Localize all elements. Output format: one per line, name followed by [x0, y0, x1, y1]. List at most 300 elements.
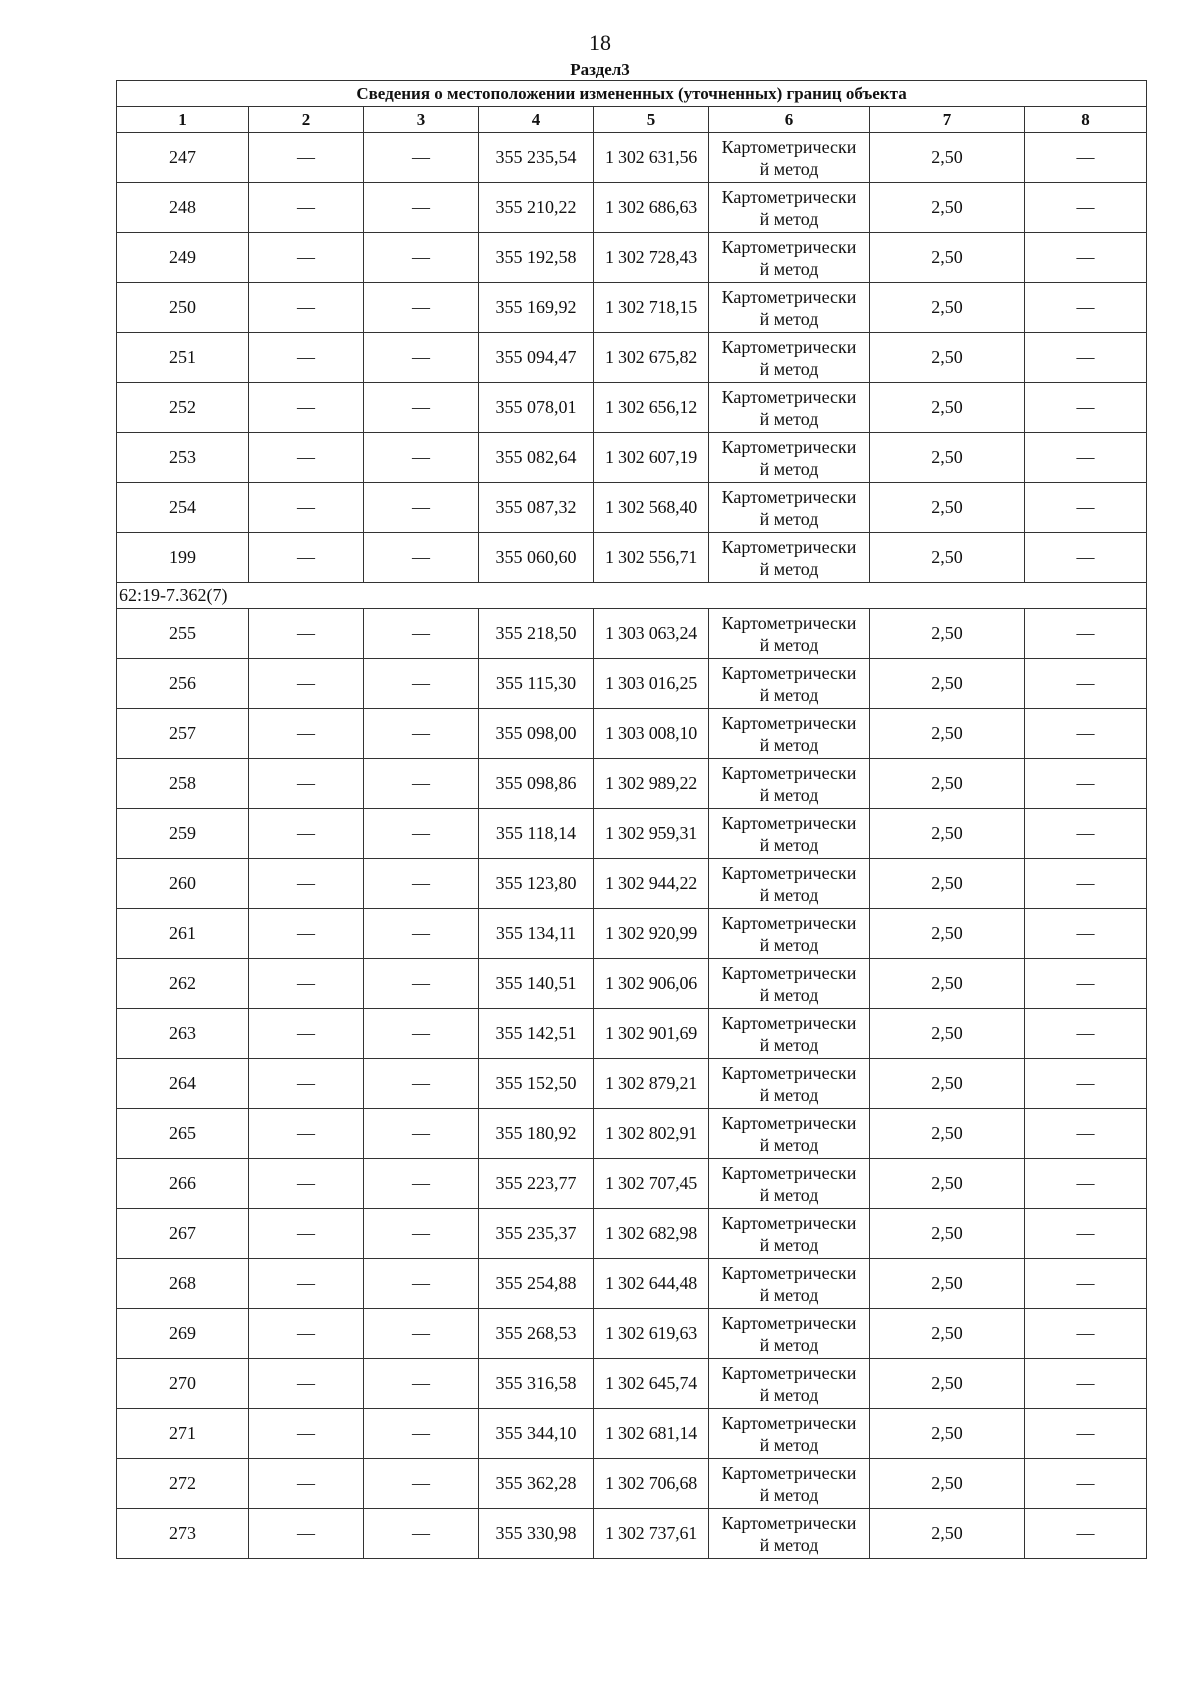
cell-col-2: — [249, 333, 364, 383]
method-cell [709, 433, 870, 483]
coordinate-y-cell: 1 302 631,56 [594, 133, 709, 183]
point-number-cell: 273 [117, 1509, 249, 1559]
coordinate-x-cell: 355 098,86 [479, 759, 594, 809]
method-line-2: й метод [759, 308, 819, 329]
method-cell [709, 859, 870, 909]
point-number-cell: 257 [117, 709, 249, 759]
cell-col-3: — [364, 959, 479, 1009]
cell-col-2: — [249, 859, 364, 909]
point-number-cell: 261 [117, 909, 249, 959]
cell-col-2: — [249, 1209, 364, 1259]
coordinate-y-cell: 1 302 944,22 [594, 859, 709, 909]
accuracy-cell: 2,50 [870, 433, 1025, 483]
table-row [117, 809, 1147, 859]
method-cell [709, 233, 870, 283]
point-number-cell: 260 [117, 859, 249, 909]
point-number-cell: 270 [117, 1359, 249, 1409]
column-number: 2 [249, 107, 364, 133]
method-line-1: Картометрически [721, 812, 857, 833]
cell-col-3: — [364, 483, 479, 533]
method-line-1: Картометрически [721, 612, 857, 633]
coordinate-x-cell: 355 082,64 [479, 433, 594, 483]
method-line-1: Картометрически [721, 386, 857, 407]
point-number-cell: 252 [117, 383, 249, 433]
accuracy-cell: 2,50 [870, 1309, 1025, 1359]
cell-col-3: — [364, 1509, 479, 1559]
method-line-1: Картометрически [721, 1412, 857, 1433]
cell-col-8: — [1025, 1009, 1147, 1059]
coordinate-y-cell: 1 302 718,15 [594, 283, 709, 333]
cell-col-2: — [249, 1259, 364, 1309]
cell-col-3: — [364, 1309, 479, 1359]
cell-col-8: — [1025, 1509, 1147, 1559]
coordinate-y-cell: 1 302 879,21 [594, 1059, 709, 1109]
method-cell [709, 1159, 870, 1209]
table-row [117, 959, 1147, 1009]
method-line-2: й метод [759, 358, 819, 379]
coordinate-x-cell: 355 152,50 [479, 1059, 594, 1109]
method-cell [709, 1309, 870, 1359]
point-number-cell: 271 [117, 1409, 249, 1459]
cell-col-2: — [249, 1009, 364, 1059]
coordinate-y-cell: 1 302 656,12 [594, 383, 709, 433]
point-number-cell: 254 [117, 483, 249, 533]
cell-col-2: — [249, 283, 364, 333]
cell-col-8: — [1025, 183, 1147, 233]
point-number-cell: 249 [117, 233, 249, 283]
coordinate-y-cell: 1 303 016,25 [594, 659, 709, 709]
cell-col-3: — [364, 1409, 479, 1459]
cell-col-8: — [1025, 283, 1147, 333]
point-number-cell: 262 [117, 959, 249, 1009]
method-cell [709, 1059, 870, 1109]
coordinate-y-cell: 1 302 737,61 [594, 1509, 709, 1559]
cell-col-2: — [249, 809, 364, 859]
method-line-2: й метод [759, 458, 819, 479]
method-cell [709, 333, 870, 383]
coordinate-x-cell: 355 142,51 [479, 1009, 594, 1059]
method-cell [709, 759, 870, 809]
cell-col-8: — [1025, 1309, 1147, 1359]
cell-col-3: — [364, 1009, 479, 1059]
coordinate-y-cell: 1 302 568,40 [594, 483, 709, 533]
cell-col-3: — [364, 533, 479, 583]
cell-col-8: — [1025, 959, 1147, 1009]
method-line-1: Картометрически [721, 336, 857, 357]
method-cell [709, 1509, 870, 1559]
method-line-1: Картометрически [721, 436, 857, 457]
table-row [117, 1159, 1147, 1209]
method-line-2: й метод [759, 734, 819, 755]
coordinate-y-cell: 1 302 802,91 [594, 1109, 709, 1159]
point-number-cell: 269 [117, 1309, 249, 1359]
coordinate-x-cell: 355 140,51 [479, 959, 594, 1009]
method-line-1: Картометрически [721, 862, 857, 883]
coordinate-x-cell: 355 362,28 [479, 1459, 594, 1509]
method-line-2: й метод [759, 934, 819, 955]
table-row [117, 859, 1147, 909]
method-line-2: й метод [759, 634, 819, 655]
cell-col-3: — [364, 183, 479, 233]
table-row [117, 483, 1147, 533]
accuracy-cell: 2,50 [870, 759, 1025, 809]
table-row [117, 533, 1147, 583]
method-line-2: й метод [759, 508, 819, 529]
table-row [117, 1209, 1147, 1259]
method-line-1: Картометрически [721, 662, 857, 683]
coordinate-y-cell: 1 302 645,74 [594, 1359, 709, 1409]
point-number-cell: 251 [117, 333, 249, 383]
coordinate-y-cell: 1 302 989,22 [594, 759, 709, 809]
cell-col-3: — [364, 859, 479, 909]
point-number-cell: 259 [117, 809, 249, 859]
cell-col-8: — [1025, 1359, 1147, 1409]
method-cell [709, 1259, 870, 1309]
method-line-1: Картометрически [721, 1112, 857, 1133]
method-line-2: й метод [759, 1434, 819, 1455]
method-line-1: Картометрически [721, 1212, 857, 1233]
method-cell [709, 483, 870, 533]
accuracy-cell: 2,50 [870, 709, 1025, 759]
method-line-2: й метод [759, 834, 819, 855]
coordinate-x-cell: 355 098,00 [479, 709, 594, 759]
cell-col-3: — [364, 709, 479, 759]
coordinate-x-cell: 355 118,14 [479, 809, 594, 859]
table-row [117, 1109, 1147, 1159]
method-line-2: й метод [759, 684, 819, 705]
accuracy-cell: 2,50 [870, 533, 1025, 583]
cell-col-8: — [1025, 483, 1147, 533]
coordinate-x-cell: 355 123,80 [479, 859, 594, 909]
method-cell [709, 1209, 870, 1259]
coordinate-y-cell: 1 302 706,68 [594, 1459, 709, 1509]
cell-col-8: — [1025, 659, 1147, 709]
method-line-1: Картометрически [721, 712, 857, 733]
coordinate-x-cell: 355 060,60 [479, 533, 594, 583]
method-cell [709, 283, 870, 333]
method-cell [709, 1009, 870, 1059]
table-row [117, 609, 1147, 659]
coordinate-y-cell: 1 302 681,14 [594, 1409, 709, 1459]
cell-col-2: — [249, 909, 364, 959]
accuracy-cell: 2,50 [870, 609, 1025, 659]
cell-col-8: — [1025, 859, 1147, 909]
accuracy-cell: 2,50 [870, 909, 1025, 959]
cell-col-2: — [249, 383, 364, 433]
table-row [117, 1509, 1147, 1559]
cell-col-8: — [1025, 809, 1147, 859]
coordinate-y-cell: 1 302 619,63 [594, 1309, 709, 1359]
cell-col-8: — [1025, 1409, 1147, 1459]
accuracy-cell: 2,50 [870, 659, 1025, 709]
method-line-1: Картометрически [721, 236, 857, 257]
table-row [117, 1309, 1147, 1359]
column-number: 8 [1025, 107, 1147, 133]
cell-col-8: — [1025, 909, 1147, 959]
cell-col-3: — [364, 383, 479, 433]
cell-col-3: — [364, 1159, 479, 1209]
accuracy-cell: 2,50 [870, 859, 1025, 909]
point-number-cell: 267 [117, 1209, 249, 1259]
method-cell [709, 383, 870, 433]
method-line-1: Картометрически [721, 1362, 857, 1383]
coordinate-x-cell: 355 169,92 [479, 283, 594, 333]
method-line-2: й метод [759, 1134, 819, 1155]
table-caption: Сведения о местоположении измененных (уточненных) границ объекта [117, 81, 1147, 107]
method-line-2: й метод [759, 1234, 819, 1255]
accuracy-cell: 2,50 [870, 183, 1025, 233]
table-row [117, 333, 1147, 383]
cell-col-8: — [1025, 759, 1147, 809]
cell-col-2: — [249, 709, 364, 759]
accuracy-cell: 2,50 [870, 233, 1025, 283]
point-number-cell: 258 [117, 759, 249, 809]
table-row [117, 1259, 1147, 1309]
coordinate-x-cell: 355 180,92 [479, 1109, 594, 1159]
coordinate-x-cell: 355 134,11 [479, 909, 594, 959]
point-number-cell: 248 [117, 183, 249, 233]
table-row [117, 283, 1147, 333]
accuracy-cell: 2,50 [870, 483, 1025, 533]
method-line-1: Картометрически [721, 1462, 857, 1483]
point-number-cell: 199 [117, 533, 249, 583]
cell-col-8: — [1025, 383, 1147, 433]
column-number: 4 [479, 107, 594, 133]
method-line-2: й метод [759, 784, 819, 805]
group-label: 62:19-7.362(7) [117, 583, 1147, 609]
table-row [117, 1409, 1147, 1459]
method-line-1: Картометрически [721, 1512, 857, 1533]
cell-col-2: — [249, 183, 364, 233]
coordinate-y-cell: 1 302 959,31 [594, 809, 709, 859]
method-line-2: й метод [759, 208, 819, 229]
table-row [117, 709, 1147, 759]
cell-col-3: — [364, 283, 479, 333]
accuracy-cell: 2,50 [870, 1009, 1025, 1059]
coordinate-x-cell: 355 223,77 [479, 1159, 594, 1209]
cell-col-2: — [249, 1409, 364, 1459]
cell-col-2: — [249, 759, 364, 809]
cell-col-2: — [249, 1359, 364, 1409]
coordinate-x-cell: 355 210,22 [479, 183, 594, 233]
cell-col-8: — [1025, 709, 1147, 759]
group-row [117, 583, 1147, 609]
coordinate-x-cell: 355 268,53 [479, 1309, 594, 1359]
point-number-cell: 266 [117, 1159, 249, 1209]
point-number-cell: 272 [117, 1459, 249, 1509]
column-number-row [117, 107, 1147, 133]
cell-col-2: — [249, 1459, 364, 1509]
cell-col-3: — [364, 1109, 479, 1159]
accuracy-cell: 2,50 [870, 133, 1025, 183]
point-number-cell: 253 [117, 433, 249, 483]
coordinate-y-cell: 1 302 728,43 [594, 233, 709, 283]
accuracy-cell: 2,50 [870, 383, 1025, 433]
cell-col-2: — [249, 533, 364, 583]
method-line-2: й метод [759, 1284, 819, 1305]
accuracy-cell: 2,50 [870, 959, 1025, 1009]
cell-col-8: — [1025, 433, 1147, 483]
method-line-1: Картометрически [721, 1062, 857, 1083]
coordinate-y-cell: 1 302 675,82 [594, 333, 709, 383]
method-line-1: Картометрически [721, 286, 857, 307]
accuracy-cell: 2,50 [870, 1209, 1025, 1259]
cell-col-8: — [1025, 133, 1147, 183]
accuracy-cell: 2,50 [870, 809, 1025, 859]
method-cell [709, 809, 870, 859]
coordinate-x-cell: 355 218,50 [479, 609, 594, 659]
accuracy-cell: 2,50 [870, 1459, 1025, 1509]
table-row [117, 909, 1147, 959]
accuracy-cell: 2,50 [870, 1159, 1025, 1209]
point-number-cell: 247 [117, 133, 249, 183]
method-line-1: Картометрически [721, 1162, 857, 1183]
coordinate-x-cell: 355 115,30 [479, 659, 594, 709]
point-number-cell: 265 [117, 1109, 249, 1159]
method-line-1: Картометрически [721, 536, 857, 557]
method-line-2: й метод [759, 884, 819, 905]
coordinate-y-cell: 1 302 906,06 [594, 959, 709, 1009]
cell-col-3: — [364, 1359, 479, 1409]
cell-col-8: — [1025, 333, 1147, 383]
column-number: 1 [117, 107, 249, 133]
table-row [117, 1009, 1147, 1059]
point-number-cell: 250 [117, 283, 249, 333]
cell-col-8: — [1025, 1209, 1147, 1259]
cell-col-2: — [249, 483, 364, 533]
cell-col-8: — [1025, 1059, 1147, 1109]
cell-col-8: — [1025, 1109, 1147, 1159]
accuracy-cell: 2,50 [870, 1259, 1025, 1309]
cell-col-8: — [1025, 533, 1147, 583]
method-cell [709, 709, 870, 759]
point-number-cell: 264 [117, 1059, 249, 1109]
coordinate-y-cell: 1 303 063,24 [594, 609, 709, 659]
cell-col-8: — [1025, 233, 1147, 283]
method-cell [709, 1109, 870, 1159]
cell-col-3: — [364, 1459, 479, 1509]
table-row [117, 1059, 1147, 1109]
page-number: 18 [589, 30, 611, 55]
cell-col-3: — [364, 909, 479, 959]
table-body [117, 133, 1147, 1559]
coordinate-x-cell: 355 330,98 [479, 1509, 594, 1559]
cell-col-2: — [249, 1109, 364, 1159]
method-cell [709, 659, 870, 709]
method-line-2: й метод [759, 158, 819, 179]
method-line-2: й метод [759, 1534, 819, 1555]
cell-col-3: — [364, 809, 479, 859]
cell-col-2: — [249, 133, 364, 183]
column-number: 3 [364, 107, 479, 133]
table-row [117, 659, 1147, 709]
table-row [117, 383, 1147, 433]
coordinate-x-cell: 355 235,54 [479, 133, 594, 183]
cell-col-2: — [249, 659, 364, 709]
coordinate-x-cell: 355 316,58 [479, 1359, 594, 1409]
accuracy-cell: 2,50 [870, 1059, 1025, 1109]
table-row [117, 183, 1147, 233]
method-line-1: Картометрически [721, 962, 857, 983]
cell-col-2: — [249, 959, 364, 1009]
method-line-2: й метод [759, 1334, 819, 1355]
coordinate-y-cell: 1 302 707,45 [594, 1159, 709, 1209]
cell-col-2: — [249, 1059, 364, 1109]
method-line-2: й метод [759, 1484, 819, 1505]
coordinate-x-cell: 355 235,37 [479, 1209, 594, 1259]
method-line-2: й метод [759, 984, 819, 1005]
accuracy-cell: 2,50 [870, 1359, 1025, 1409]
coordinate-x-cell: 355 094,47 [479, 333, 594, 383]
cell-col-2: — [249, 233, 364, 283]
cell-col-2: — [249, 1509, 364, 1559]
coordinate-y-cell: 1 302 682,98 [594, 1209, 709, 1259]
table-row [117, 233, 1147, 283]
table-row [117, 1359, 1147, 1409]
method-line-2: й метод [759, 1034, 819, 1055]
table-row [117, 1459, 1147, 1509]
coordinate-y-cell: 1 302 920,99 [594, 909, 709, 959]
cell-col-3: — [364, 1059, 479, 1109]
accuracy-cell: 2,50 [870, 1109, 1025, 1159]
method-line-1: Картометрически [721, 1012, 857, 1033]
method-line-1: Картометрически [721, 1262, 857, 1283]
cell-col-3: — [364, 433, 479, 483]
cell-col-2: — [249, 1159, 364, 1209]
cell-col-8: — [1025, 1459, 1147, 1509]
method-line-2: й метод [759, 258, 819, 279]
coordinate-y-cell: 1 302 607,19 [594, 433, 709, 483]
accuracy-cell: 2,50 [870, 333, 1025, 383]
method-line-1: Картометрически [721, 762, 857, 783]
cell-col-8: — [1025, 609, 1147, 659]
method-line-1: Картометрически [721, 912, 857, 933]
coordinate-y-cell: 1 302 556,71 [594, 533, 709, 583]
cell-col-8: — [1025, 1159, 1147, 1209]
method-cell [709, 1409, 870, 1459]
method-cell [709, 1459, 870, 1509]
method-line-1: Картометрически [721, 186, 857, 207]
method-line-2: й метод [759, 1084, 819, 1105]
coordinate-y-cell: 1 302 644,48 [594, 1259, 709, 1309]
method-line-1: Картометрически [721, 136, 857, 157]
point-number-cell: 263 [117, 1009, 249, 1059]
point-number-cell: 255 [117, 609, 249, 659]
cell-col-3: — [364, 1259, 479, 1309]
coordinate-x-cell: 355 344,10 [479, 1409, 594, 1459]
boundary-coordinates-table [116, 80, 1147, 1559]
cell-col-3: — [364, 333, 479, 383]
column-number: 5 [594, 107, 709, 133]
coordinate-x-cell: 355 192,58 [479, 233, 594, 283]
cell-col-2: — [249, 433, 364, 483]
table-row [117, 433, 1147, 483]
method-cell [709, 183, 870, 233]
method-cell [709, 133, 870, 183]
cell-col-2: — [249, 1309, 364, 1359]
method-cell [709, 533, 870, 583]
method-cell [709, 959, 870, 1009]
cell-col-3: — [364, 759, 479, 809]
point-number-cell: 268 [117, 1259, 249, 1309]
column-number: 6 [709, 107, 870, 133]
column-number: 7 [870, 107, 1025, 133]
method-cell [709, 609, 870, 659]
table-row [117, 133, 1147, 183]
cell-col-3: — [364, 659, 479, 709]
coordinate-y-cell: 1 303 008,10 [594, 709, 709, 759]
accuracy-cell: 2,50 [870, 1509, 1025, 1559]
